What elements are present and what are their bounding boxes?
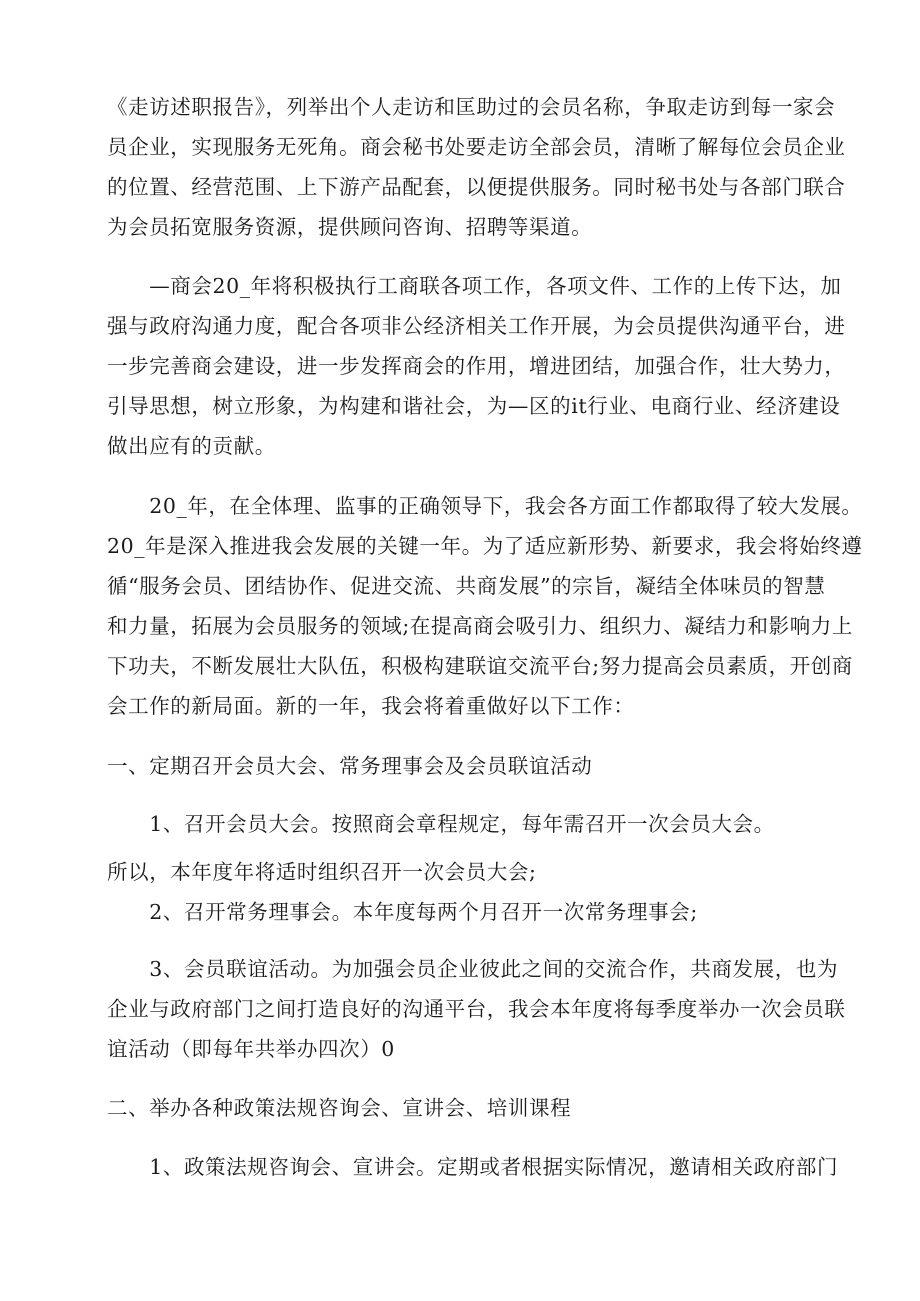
text-line: 的位置、经营范围、上下游产品配套，以便提供服务。同时秘书处与各部门联合 (107, 175, 846, 199)
text-line: 做出应有的贡献。 (107, 434, 276, 458)
text-line: —商会20_年将积极执行工商联各项工作，各项文件、工作的上传下达，加 (107, 274, 842, 298)
text-line: 循“服务会员、团结协作、促进交流、共商发展”的宗旨，凝结全体味员的智慧 (107, 574, 826, 598)
text-line: 下功夫，不断发展壮大队伍，积极构建联谊交流平台;努力提高会员素质，开创商 (107, 654, 854, 678)
text-line: 员企业，实现服务无死角。商会秘书处要走访全部会员，清晰了解每位会员企业 (107, 135, 846, 159)
text-line: 20_年是深入推进我会发展的关键一年。为了适应新形势、新要求，我会将始终遵 (107, 534, 863, 558)
list-item: 1、政策法规咨询会、宣讲会。定期或者根据实际情况，邀请相关政府部门 (107, 1155, 839, 1179)
text-line: 企业与政府部门之间打造良好的沟通平台，我会本年度将每季度举办一次会员联 (107, 997, 846, 1021)
text-line: 会工作的新局面。新的一年，我会将着重做好以下工作： (107, 694, 635, 718)
list-item: 3、会员联谊活动。为加强会员企业彼此之间的交流合作，共商发展，也为 (107, 957, 839, 981)
text-line: 谊活动（即每年共举办四次）0 (107, 1037, 395, 1061)
text-line: 所以，本年度年将适时组织召开一次会员大会; (107, 860, 537, 884)
text-line: 《走访述职报告》，列举出个人走访和匡助过的会员名称，争取走访到每一家会 (107, 95, 836, 119)
section-heading: 二、举办各种政策法规咨询会、宣讲会、培训课程 (107, 1096, 572, 1120)
text-line: 一步完善商会建设，进一步发挥商会的作用，增进团结，加强合作，壮大势力， (107, 354, 846, 378)
section-heading: 一、定期召开会员大会、常务理事会及会员联谊活动 (107, 754, 593, 778)
text-line: 引导思想，树立形象，为构建和谐社会，为—区的it行业、电商行业、经济建设 (107, 394, 841, 418)
text-line: 20_年，在全体理、监事的正确领导下，我会各方面工作都取得了较大发展。 (107, 494, 863, 518)
text-line: 强与政府沟通力度，配合各项非公经济相关工作开展，为会员提供沟通平台，进 (107, 314, 846, 338)
text-line: 和力量，拓展为会员服务的领域;在提高商会吸引力、组织力、凝结力和影响力上 (107, 614, 854, 638)
text-line: 为会员拓宽服务资源，提供顾问咨询、招聘等渠道。 (107, 215, 593, 239)
list-item: 2、召开常务理事会。本年度每两个月召开一次常务理事会; (107, 900, 698, 924)
list-item: 1、召开会员大会。按照商会章程规定，每年需召开一次会员大会。 (107, 812, 775, 836)
